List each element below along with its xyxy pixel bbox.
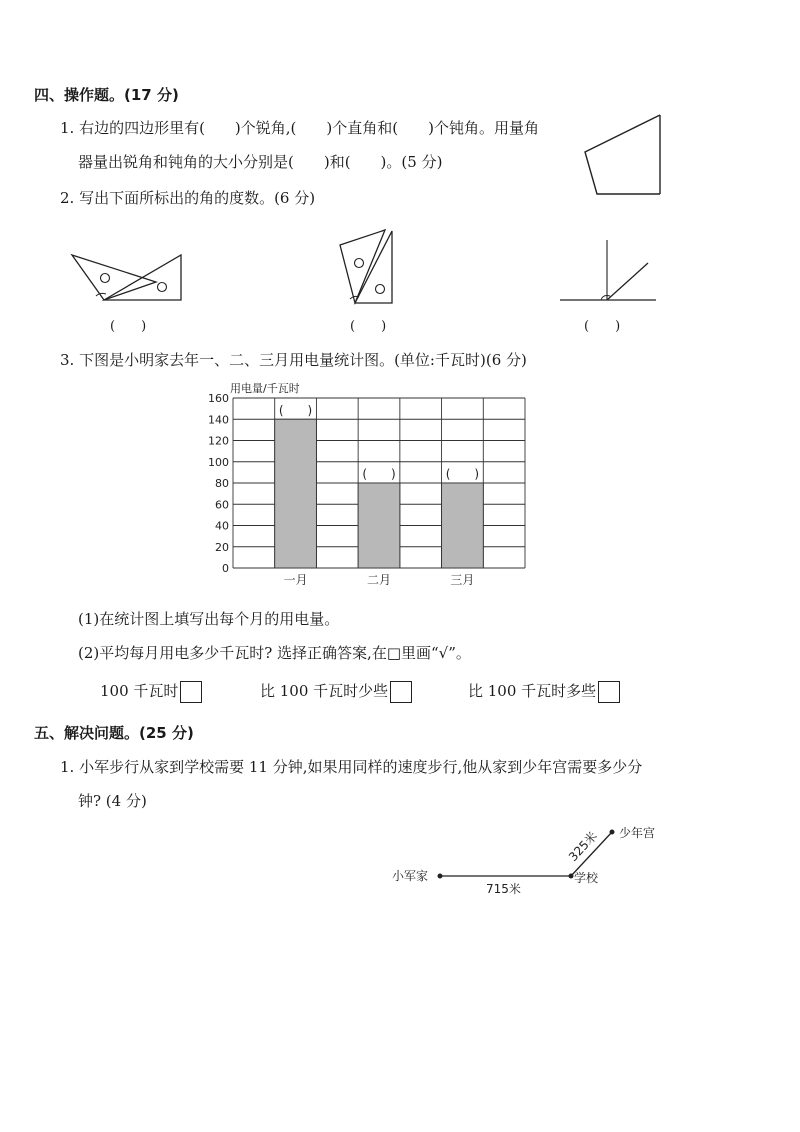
- q2-answer-2: ( ): [350, 319, 387, 334]
- hole-2: [158, 283, 167, 292]
- value-label-1: ( ): [278, 403, 313, 418]
- option-less: [260, 680, 412, 703]
- value-label-3: ( ): [445, 467, 480, 481]
- option-less-label: 比 100 千瓦时少些: [260, 682, 389, 700]
- option-100-checkbox[interactable]: [180, 681, 202, 703]
- q1-line1: 1. 右边的四边形里有( )个锐角,( )个直角和( )个钝角。用量角: [60, 119, 539, 137]
- y-tick-label: 20: [215, 540, 229, 554]
- palace-label: 少年宫: [619, 826, 656, 840]
- y-tick-label: 140: [208, 413, 229, 427]
- q2-text: 2. 写出下面所标出的角的度数。(6 分): [60, 189, 316, 207]
- hole-1: [101, 274, 110, 283]
- home-label: 小军家: [392, 869, 429, 883]
- s5-q1-line1: 1. 小军步行从家到学校需要 11 分钟,如果用同样的速度步行,他从家到少年宫需要多少分: [60, 758, 643, 776]
- x-tick-label: 二月: [366, 573, 392, 587]
- school-label: 学校: [574, 871, 599, 885]
- set-square-right: [104, 255, 181, 300]
- q1-line2: 器量出锐角和钝角的大小分别是( )和( )。(5 分): [78, 153, 443, 171]
- section4-title: 四、操作题。(17 分): [34, 86, 179, 104]
- route-diagram: [388, 818, 688, 903]
- chart-y-axis-label: 用电量/千瓦时: [230, 382, 300, 395]
- y-tick-label: 120: [208, 434, 229, 448]
- distance1-label: 715米: [486, 882, 521, 896]
- y-tick-label: 100: [208, 455, 229, 469]
- option-100-label: 100 千瓦时: [100, 682, 179, 700]
- y-tick-label: 40: [215, 519, 229, 533]
- bar-2: [358, 483, 400, 568]
- x-tick-label: 三月: [450, 573, 475, 587]
- s5-q1-line2: 钟? (4 分): [78, 792, 147, 810]
- home-point: [438, 874, 443, 879]
- palace-point: [610, 830, 615, 835]
- q2-answer-3: ( ): [584, 319, 621, 334]
- distance2-label: 325米: [565, 828, 601, 865]
- q3-sub1: (1)在统计图上填写出每个月的用电量。: [78, 610, 340, 628]
- chart-x-labels: [284, 573, 475, 587]
- school-point: [569, 874, 574, 879]
- x-tick-label: 一月: [283, 573, 308, 587]
- q3-text: 3. 下图是小明家去年一、二、三月用电量统计图。(单位:千瓦时)(6 分): [60, 351, 527, 369]
- section5-title: 五、解决问题。(25 分): [34, 724, 194, 742]
- option-more: [468, 680, 620, 703]
- bar-1: [275, 419, 317, 568]
- slanted-ray: [607, 263, 648, 300]
- hole-3: [355, 259, 364, 268]
- chart-bars: [275, 419, 484, 568]
- angle-figure-1: [66, 250, 186, 310]
- angle-figure-2: [330, 225, 400, 310]
- option-less-checkbox[interactable]: [390, 681, 412, 703]
- y-tick-label: 160: [208, 392, 229, 405]
- option-more-label: 比 100 千瓦时多些: [468, 682, 597, 700]
- bar-3: [442, 483, 484, 568]
- option-100: [100, 680, 202, 703]
- y-tick-label: 0: [222, 562, 229, 575]
- q3-sub2: (2)平均每月用电多少千瓦时? 选择正确答案,在□里画“√”。: [78, 644, 471, 662]
- y-tick-label: 60: [215, 498, 229, 512]
- electricity-bar-chart: [205, 378, 540, 593]
- option-more-checkbox[interactable]: [598, 681, 620, 703]
- chart-y-ticks: [208, 392, 229, 575]
- angle-figure-3: [558, 238, 658, 308]
- y-tick-label: 80: [215, 477, 229, 490]
- value-label-2: ( ): [362, 467, 396, 481]
- hole-4: [376, 285, 385, 294]
- quadrilateral-shape: [585, 115, 660, 194]
- q2-answer-1: ( ): [110, 319, 147, 334]
- quadrilateral-figure: [575, 112, 665, 202]
